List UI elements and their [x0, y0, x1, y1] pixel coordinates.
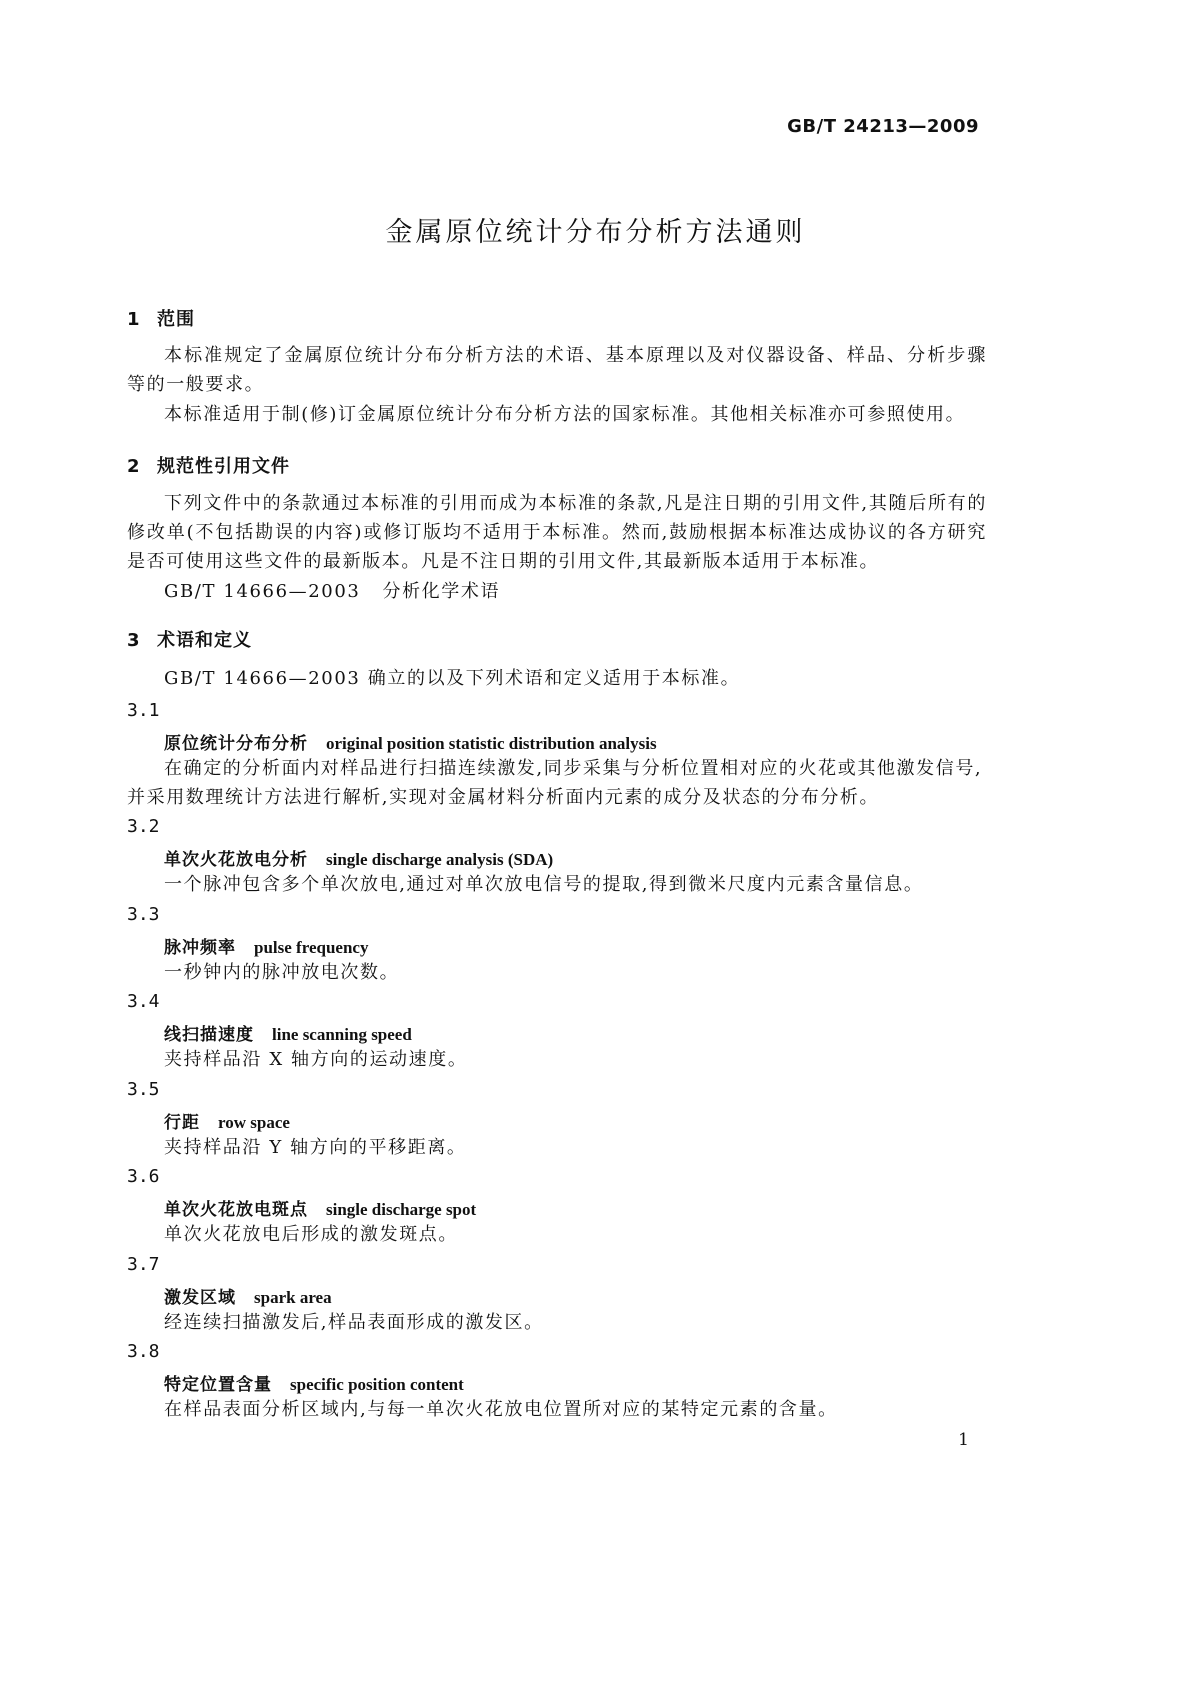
term-heading: [164, 1020, 412, 1045]
term-english: line scanning speed: [272, 1025, 412, 1044]
term-heading: [164, 1370, 464, 1395]
term-chinese: 特定位置含量: [164, 1375, 272, 1395]
section-3-intro: GB/T 14666—2003 确立的以及下列术语和定义适用于本标准。: [164, 668, 741, 689]
term-english: single discharge analysis (SDA): [326, 850, 554, 869]
term-chinese: 原位统计分布分析: [164, 734, 308, 754]
term-definition: 夹持样品沿 Y 轴方向的平移距离。: [164, 1137, 467, 1158]
term-definition: 夹持样品沿 X 轴方向的运动速度。: [164, 1049, 468, 1070]
section-title: 范围: [157, 309, 195, 330]
term-english: pulse frequency: [254, 938, 369, 957]
term-definition-continued: 并采用数理统计方法进行解析,实现对金属材料分析面内元素的成分及状态的分布分析。: [127, 787, 880, 808]
term-definition: 一个脉冲包含多个单次放电,通过对单次放电信号的提取,得到微米尺度内元素含量信息。: [164, 874, 924, 895]
page-number: 1: [958, 1430, 969, 1450]
term-definition: 在确定的分析面内对样品进行扫描连续激发,同步采集与分析位置相对应的火花或其他激发信号,: [164, 758, 983, 779]
term-english: single discharge spot: [326, 1200, 477, 1219]
term-number: 3.8: [127, 1341, 160, 1362]
term-number: 3.6: [127, 1166, 160, 1187]
document-title: 金属原位统计分布分析方法通则: [385, 217, 806, 248]
section-3-heading: [127, 626, 252, 652]
term-english: row space: [218, 1113, 290, 1132]
normative-reference: [164, 578, 500, 607]
section-1-paragraph-2: 本标准适用于制(修)订金属原位统计分布分析方法的国家标准。其他相关标准亦可参照使用。: [164, 404, 966, 425]
term-definition: 单次火花放电后形成的激发斑点。: [164, 1224, 458, 1245]
term-chinese: 单次火花放电斑点: [164, 1200, 308, 1220]
term-english: specific position content: [290, 1375, 464, 1394]
term-number: 3.4: [127, 991, 160, 1012]
term-number: 3.2: [127, 816, 160, 837]
term-heading: [164, 729, 657, 754]
term-chinese: 单次火花放电分析: [164, 850, 308, 870]
term-number: 3.7: [127, 1254, 160, 1275]
term-definition: 在样品表面分析区域内,与每一单次火花放电位置所对应的某特定元素的含量。: [164, 1399, 838, 1420]
reference-title: 分析化学术语: [382, 581, 501, 602]
term-number: 3.3: [127, 904, 160, 925]
term-definition: 经连续扫描激发后,样品表面形成的激发区。: [164, 1312, 544, 1333]
term-heading: [164, 1108, 290, 1133]
term-number: 3.1: [127, 700, 160, 721]
section-number: 2: [127, 456, 141, 477]
section-number: 1: [127, 309, 141, 330]
term-heading: [164, 1283, 332, 1308]
section-title: 规范性引用文件: [157, 456, 290, 477]
term-definition: 一秒钟内的脉冲放电次数。: [164, 962, 400, 983]
term-heading: [164, 933, 368, 958]
term-english: spark area: [254, 1288, 332, 1307]
term-english: original position statistic distribution analysis: [326, 734, 657, 753]
term-number: 3.5: [127, 1079, 160, 1100]
reference-code: GB/T 14666—2003: [164, 581, 361, 602]
section-2-heading: [127, 452, 290, 478]
section-1-heading: [127, 305, 195, 331]
term-heading: [164, 845, 553, 870]
term-chinese: 行距: [164, 1113, 200, 1133]
standard-number: GB/T 24213—2009: [787, 116, 979, 137]
term-heading: [164, 1195, 476, 1220]
section-title: 术语和定义: [157, 630, 252, 651]
term-chinese: 脉冲频率: [164, 938, 236, 958]
section-1-paragraph-1: 本标准规定了金属原位统计分布分析方法的术语、基本原理以及对仪器设备、样品、分析步骤等的一般要求。: [127, 345, 987, 395]
section-number: 3: [127, 630, 141, 651]
term-chinese: 激发区域: [164, 1288, 236, 1308]
term-chinese: 线扫描速度: [164, 1025, 254, 1045]
section-2-paragraph-1: 下列文件中的条款通过本标准的引用而成为本标准的条款,凡是注日期的引用文件,其随后所有的修改单(不包括勘误的内容)或修订版均不适用于本标准。然而,鼓励根据本标准达成协议的各方研究是否可使用这些文件的最新版本。凡是不注日期的引用文件,其最新版本适用于本标准。: [127, 493, 987, 572]
